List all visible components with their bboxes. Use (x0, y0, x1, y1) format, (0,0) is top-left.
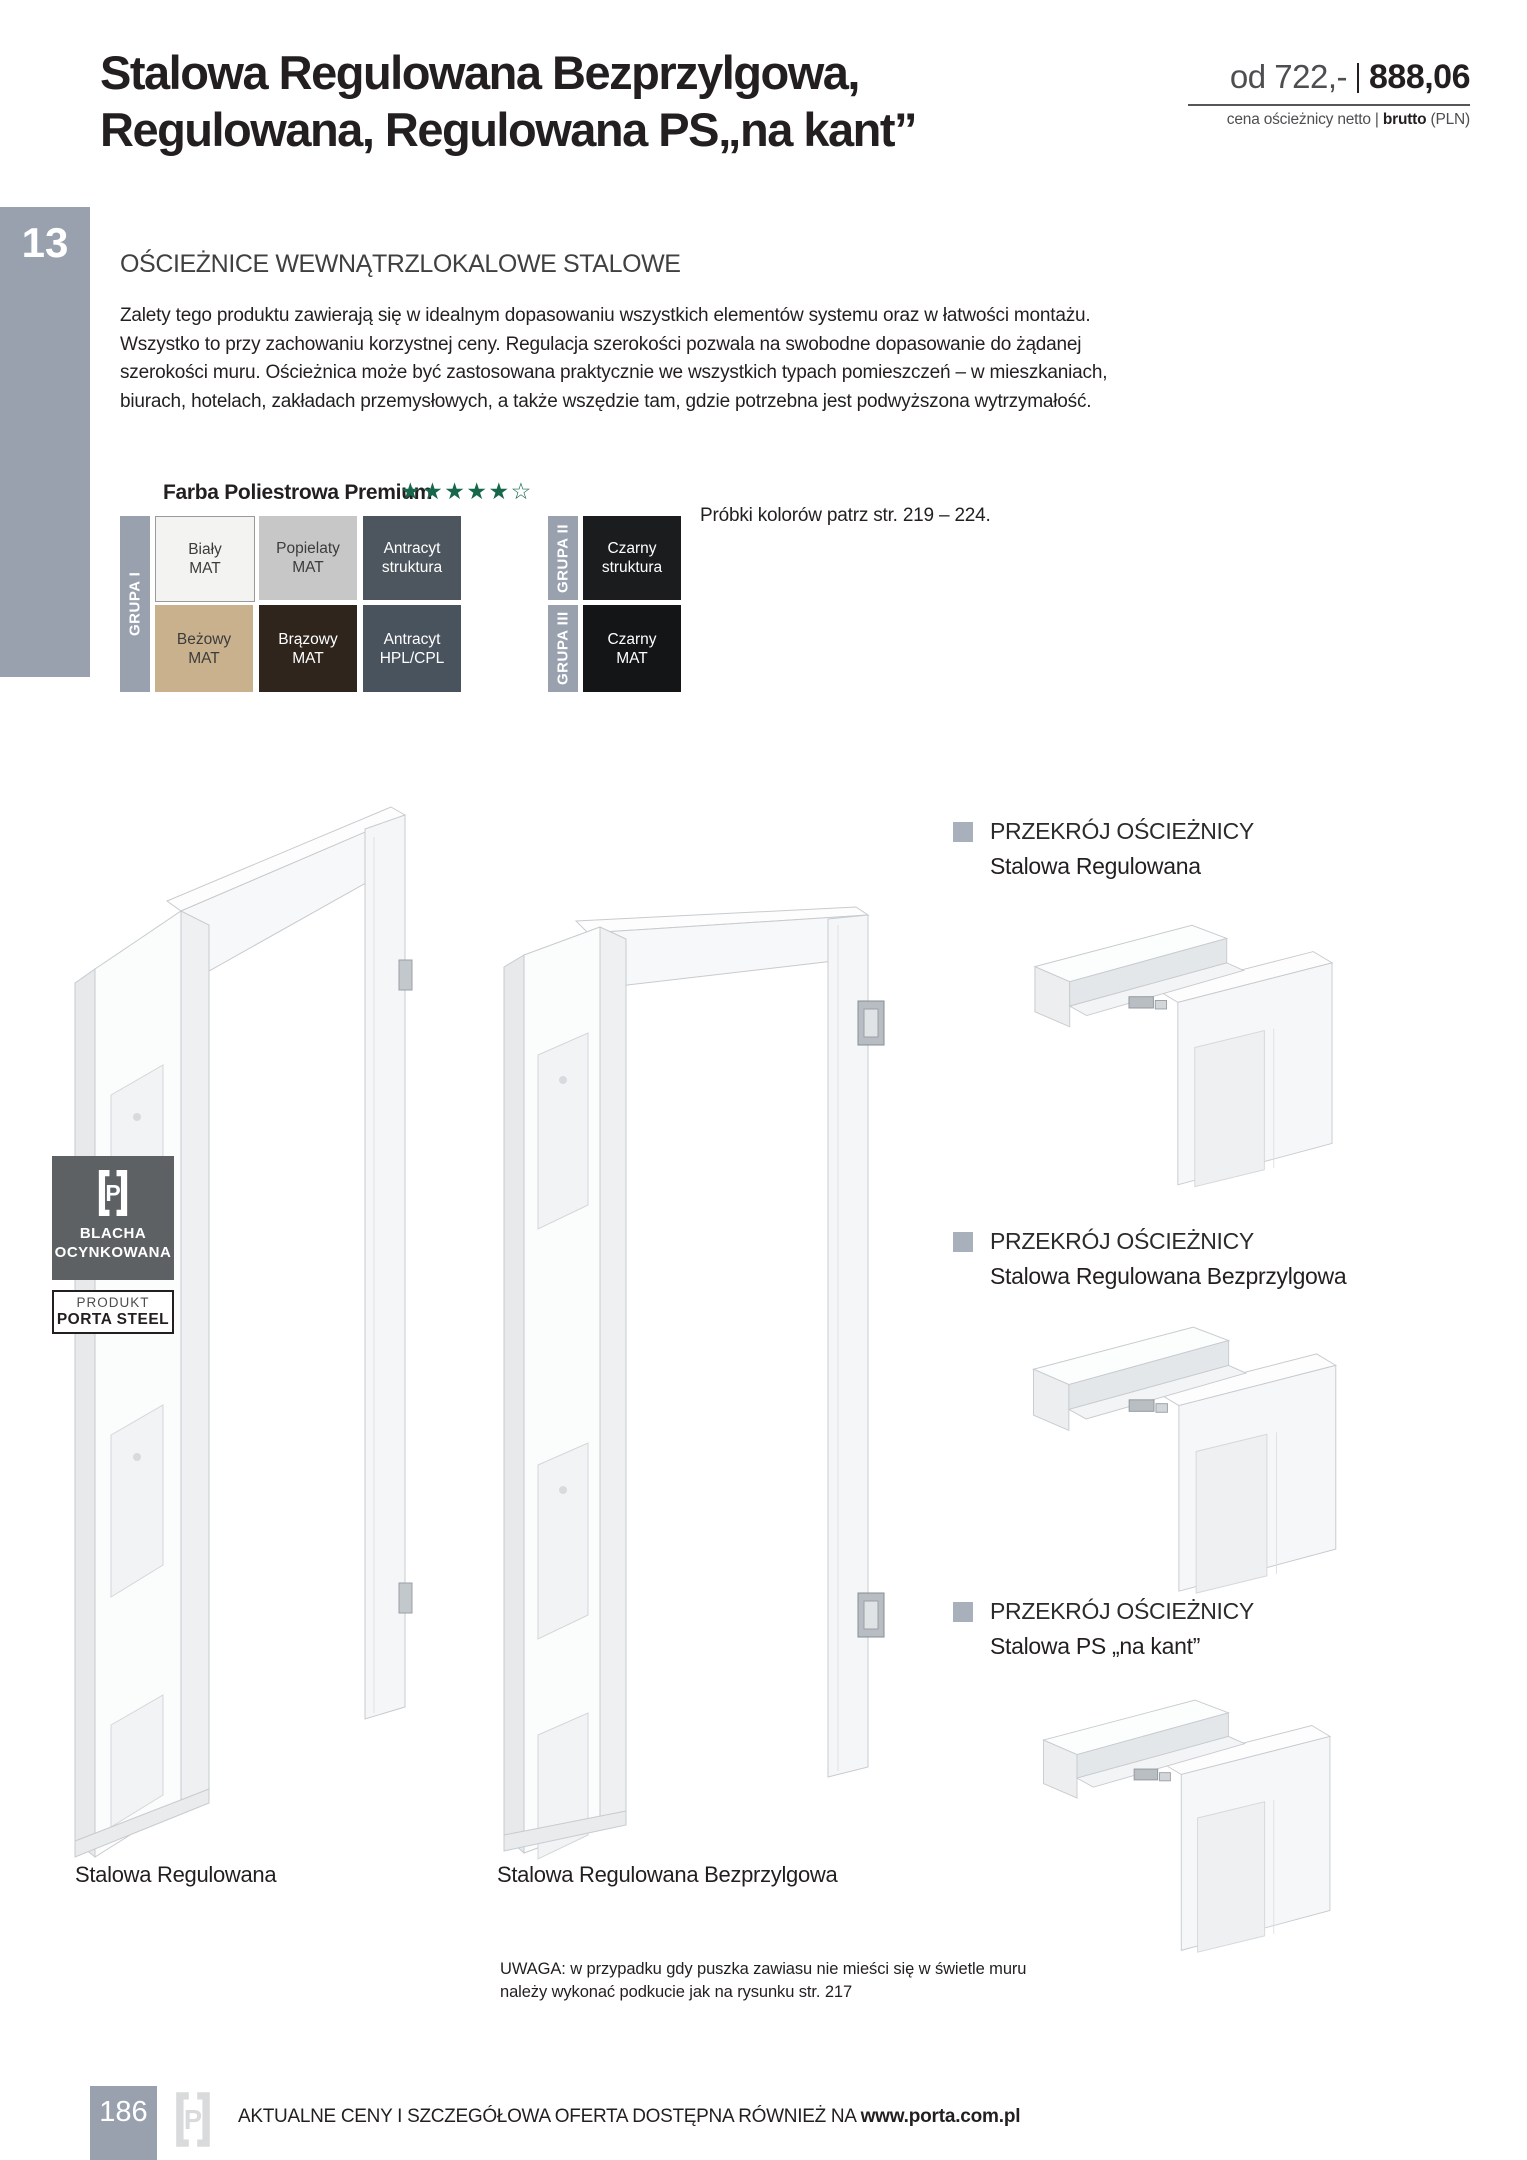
page-title (100, 44, 916, 158)
cross-section-2-drawing (1014, 1308, 1339, 1595)
swatch-finish: MAT (616, 649, 648, 667)
footer-text (238, 2106, 1020, 2128)
group-3-label: GRUPA III (548, 605, 578, 692)
swatch-name: Antracyt (383, 540, 441, 557)
swatch-name: Beżowy (176, 630, 232, 648)
uwaga-note: UWAGA: w przypadku gdy puszka zawiasu nie mieści się w świetle muru należy wykonać podkucie jak na rysunku str. 217 (500, 1960, 1027, 2001)
swatch-antracyt-struktura (363, 516, 461, 600)
section-bullet (953, 1602, 973, 1622)
cross-section-1-title: PRZEKRÓJ OŚCIEŻNICY (990, 818, 1254, 844)
page-number-box (90, 2086, 157, 2160)
blacha-ocynkowana-badge (52, 1156, 174, 1280)
group-2-label: GRUPA II (548, 516, 578, 600)
cross-section-2-subtitle: Stalowa Regulowana Bezprzylgowa (990, 1263, 1347, 1289)
intro-paragraph: Zalety tego produktu zawierają się w idealnym dopasowaniu wszystkich elementów systemu oraz w łatwości montażu. Wszystko to przy zachowaniu korzystnej ceny. Regulacja szerokości pozwala na swobodne dopasowanie do żądanej szerokości muru. Ościeżnica może być zastosowana praktycznie we wszystkich typach pomieszczeń – w mieszkaniach, biurach, hotelach, zakładach przemysłowych, a także wszędzie tam, gdzie potrzebna jest podwyższona wytrzymałość. (120, 305, 1108, 412)
price-brutto: 888,06 (1369, 58, 1470, 96)
svg-text:P: P (105, 1179, 121, 1206)
group-1-label: GRUPA I (120, 516, 150, 692)
swatch-popielaty-mat (259, 516, 357, 600)
footer-text-static: AKTUALNE CENY I SZCZEGÓŁOWA OFERTA DOSTĘPNA RÓWNIEŻ NA (238, 2106, 861, 2127)
price-netto: od 722,- (1229, 58, 1347, 95)
section-heading: OŚCIEŻNICE WEWNĄTRZLOKALOWE STALOWE (120, 250, 681, 278)
product-line1: PRODUKT (76, 1295, 150, 1310)
swatch-czarny-mat (583, 605, 681, 692)
page-title-line2: Regulowana, Regulowana PS„na kant” (100, 103, 917, 156)
porta-steel-product-box (52, 1290, 174, 1334)
product-line2: PORTA STEEL (56, 1311, 170, 1328)
swatch-finish: struktura (601, 559, 663, 576)
figure-caption-bezprzylgowa: Stalowa Regulowana Bezprzylgowa (497, 1862, 838, 1887)
section-bullet (953, 822, 973, 842)
price-caption-netto: cena ościeżnicy netto | (1226, 111, 1383, 128)
swatch-finish: MAT (292, 559, 324, 576)
price-divider (1357, 63, 1359, 93)
cross-section-3-title: PRZEKRÓJ OŚCIEŻNICY (990, 1598, 1254, 1624)
chapter-number: 13 (21, 219, 69, 266)
swatch-bezowy-mat (155, 605, 253, 692)
cross-section-1-drawing (1018, 900, 1333, 1195)
swatch-name: Popielaty (276, 540, 340, 557)
color-samples-note: Próbki kolorów patrz str. 219 – 224. (700, 505, 991, 526)
star-rating: ★★★★★☆ (400, 478, 533, 504)
swatch-bialy-mat (155, 516, 255, 602)
badge-line1: BLACHA (79, 1225, 147, 1242)
swatch-brazowy-mat (259, 605, 357, 692)
swatch-finish: MAT (292, 649, 324, 667)
swatch-name: Czarny (607, 540, 657, 557)
figure-caption-regulowana: Stalowa Regulowana (75, 1862, 277, 1887)
footer-link[interactable]: www.porta.com.pl (860, 2106, 1021, 2127)
hinge-icon (858, 1593, 884, 1637)
cross-section-3-drawing (1024, 1682, 1334, 1954)
swatch-finish: MAT (188, 649, 220, 667)
badge-line2: OCYNKOWANA (54, 1244, 172, 1261)
price-caption-brutto: brutto (1382, 111, 1427, 128)
swatch-finish: MAT (189, 560, 221, 577)
page-number: 186 (99, 2096, 148, 2128)
swatch-antracyt-hpl (363, 605, 461, 692)
cross-section-2-title: PRZEKRÓJ OŚCIEŻNICY (990, 1228, 1254, 1254)
porta-logo-icon (94, 1170, 132, 1216)
door-frame-illustration-bezprzylgowa (488, 905, 888, 1895)
price-rule (1188, 104, 1470, 106)
page-title-line1: Stalowa Regulowana Bezprzylgowa, (100, 46, 859, 99)
swatch-name: Brązowy (278, 630, 338, 648)
swatch-finish: HPL/CPL (379, 649, 445, 667)
swatch-czarny-struktura (583, 516, 681, 600)
chapter-tab (0, 207, 90, 677)
hinge-icon (858, 1001, 884, 1045)
price-block (1188, 58, 1470, 129)
price-line (1188, 58, 1470, 97)
price-caption-unit: (PLN) (1426, 111, 1470, 128)
section-bullet (953, 1232, 973, 1252)
porta-logo-icon (172, 2092, 214, 2147)
cross-section-1-subtitle: Stalowa Regulowana (990, 853, 1201, 879)
cross-section-3-subtitle: Stalowa PS „na kant” (990, 1633, 1201, 1659)
swatch-name: Czarny (607, 630, 657, 648)
swatch-finish: struktura (381, 559, 443, 576)
svg-text:P: P (183, 2103, 203, 2135)
paint-label: Farba Poliestrowa Premium (163, 481, 433, 504)
price-caption (1188, 111, 1470, 129)
swatch-name: Biały (188, 541, 222, 558)
swatch-name: Antracyt (383, 630, 441, 648)
